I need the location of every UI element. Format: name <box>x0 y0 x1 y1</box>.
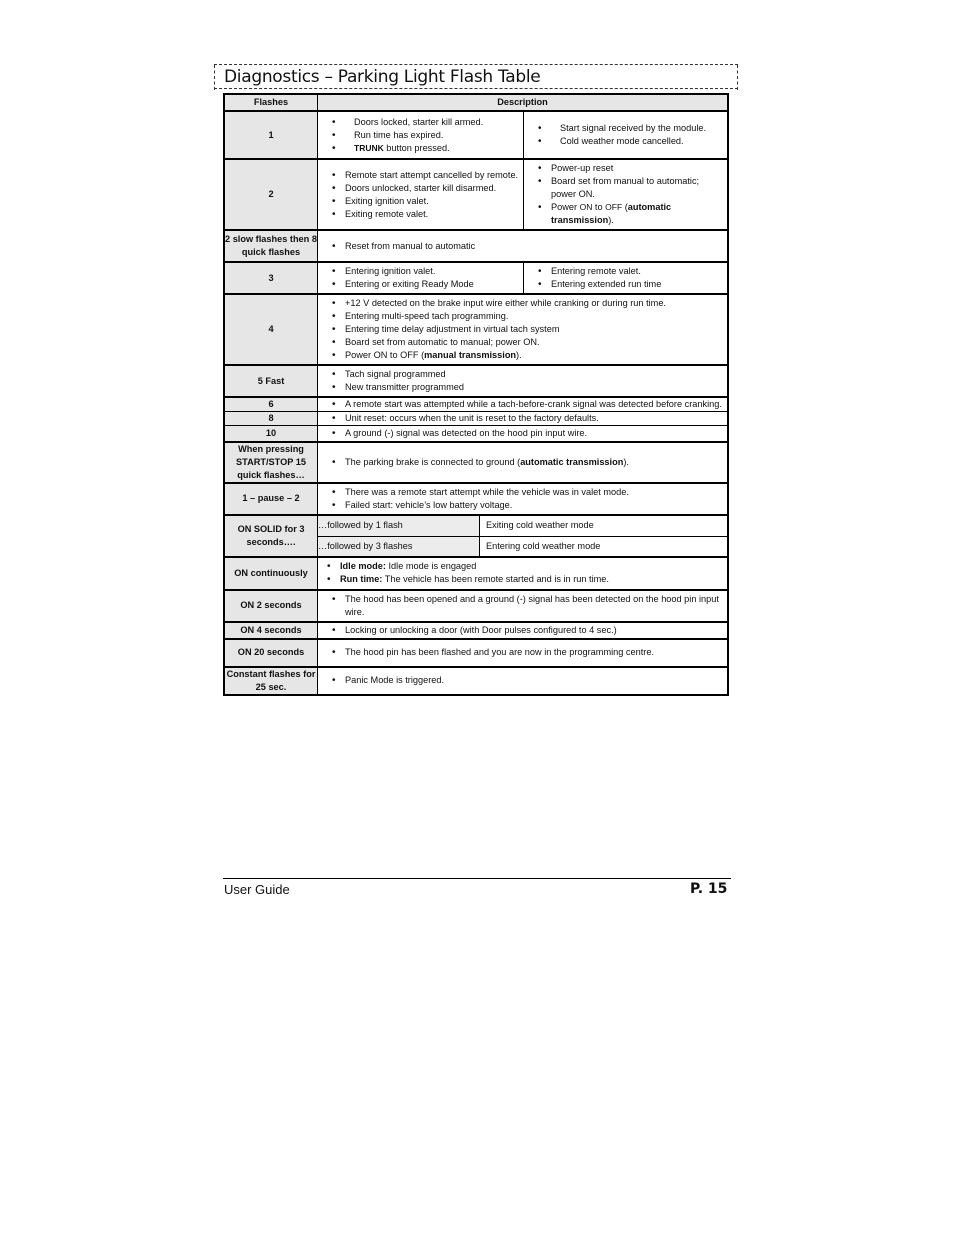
description-list <box>318 398 727 411</box>
list-item: • Exiting ignition valet. <box>345 195 519 208</box>
list-item: • Doors unlocked, starter kill disarmed. <box>345 182 519 195</box>
table-row <box>224 397 728 412</box>
table-row <box>224 365 728 397</box>
table-row <box>224 557 728 590</box>
flash-count: Constant flashes for 25 sec. <box>224 667 318 695</box>
table-row <box>224 111 728 159</box>
flashes-header: Flashes <box>224 94 318 111</box>
table-header-row <box>224 94 728 111</box>
table-row <box>224 515 728 557</box>
section-title-frame <box>214 64 738 89</box>
table-row <box>224 262 728 294</box>
list-item: • Exiting remote valet. <box>345 208 519 221</box>
sub-condition: …followed by 1 flash <box>318 516 480 537</box>
flash-table <box>223 93 729 696</box>
flash-count: 6 <box>224 397 318 412</box>
table-row <box>224 639 728 667</box>
list-item: • Doors locked, starter kill armed. <box>354 116 519 129</box>
list-item: • Entering or exiting Ready Mode <box>345 278 519 291</box>
description-list <box>318 366 727 396</box>
flash-count: 5 Fast <box>224 365 318 397</box>
table-row <box>224 442 728 483</box>
table-row <box>224 159 728 230</box>
page-number: P. 15 <box>690 881 728 897</box>
list-item: • Board set from manual to automatic; power ON. <box>551 175 723 201</box>
flash-count: ON 2 seconds <box>224 590 318 622</box>
list-item: • Entering ignition valet. <box>345 265 519 278</box>
description-header: Description <box>318 94 729 111</box>
sub-condition: …followed by 3 flashes <box>318 537 480 556</box>
list-item: • Run time: The vehicle has been remote started and is in run time. <box>340 573 723 586</box>
description-list <box>318 295 727 364</box>
list-item: • Unit reset: occurs when the unit is reset to the factory defaults. <box>345 412 723 425</box>
list-item: • Entering multi-speed tach programming. <box>345 310 723 323</box>
list-item: • Panic Mode is triggered. <box>345 674 723 687</box>
list-item: • Remote start attempt cancelled by remote. <box>345 169 519 182</box>
description-list <box>524 160 727 229</box>
list-item: • There was a remote start attempt while the vehicle was in valet mode. <box>345 486 723 499</box>
list-item: • Start signal received by the module. <box>560 122 723 135</box>
list-item: • Power ON to OFF (automatic transmission). <box>551 201 723 227</box>
sub-result: Entering cold weather mode <box>486 540 601 551</box>
flash-count: ON continuously <box>224 557 318 590</box>
description-list <box>318 427 727 440</box>
table-row <box>224 622 728 639</box>
list-item: • The parking brake is connected to ground (automatic transmission). <box>345 456 723 469</box>
sub-table <box>318 516 727 556</box>
flash-count: 3 <box>224 262 318 294</box>
flash-count: ON SOLID for 3 seconds…. <box>224 515 318 557</box>
flash-count: 1 <box>224 111 318 159</box>
sub-row <box>318 537 727 556</box>
table-row <box>224 230 728 262</box>
list-item: • A ground (-) signal was detected on the hood pin input wire. <box>345 427 723 440</box>
description-list <box>318 644 727 661</box>
list-item: • Locking or unlocking a door (with Door pulses configured to 4 sec.) <box>345 624 723 637</box>
description-list <box>524 120 727 150</box>
flash-count: ON 20 seconds <box>224 639 318 667</box>
description-list <box>318 238 727 255</box>
description-list <box>318 454 727 471</box>
description-list <box>318 114 523 157</box>
table-row <box>224 412 728 426</box>
description-list <box>318 591 727 621</box>
flash-count: 2 <box>224 159 318 230</box>
list-item: • A remote start was attempted while a tach-before-crank signal was detected before cranking. <box>345 398 723 411</box>
list-item: • Failed start: vehicle’s low battery voltage. <box>345 499 723 512</box>
list-item: • Power ON to OFF (manual transmission). <box>345 349 723 362</box>
list-item: • Cold weather mode cancelled. <box>560 135 723 148</box>
table-row <box>224 294 728 365</box>
description-list <box>318 624 727 637</box>
flash-count: 1 – pause – 2 <box>224 483 318 515</box>
table-row <box>224 667 728 695</box>
sub-result: Exiting cold weather mode <box>480 516 728 537</box>
flash-count: 2 slow flashes then 8 quick flashes <box>224 230 318 262</box>
description-list <box>524 263 727 293</box>
flash-count: 10 <box>224 426 318 442</box>
flash-count: When pressing START/STOP 15 quick flashes… <box>224 442 318 483</box>
table-row <box>224 426 728 442</box>
list-item: • New transmitter programmed <box>345 381 723 394</box>
list-item: • Run time has expired. <box>354 129 519 142</box>
description-list <box>318 484 727 514</box>
list-item: • Entering time delay adjustment in virtual tach system <box>345 323 723 336</box>
table-row <box>224 483 728 515</box>
sub-row <box>318 516 727 537</box>
list-item: • Entering extended run time <box>551 278 723 291</box>
description-list <box>318 263 523 293</box>
list-item: • Idle mode: Idle mode is engaged <box>340 560 723 573</box>
list-item: • +12 V detected on the brake input wire either while cranking or during run time. <box>345 297 723 310</box>
list-item: • Entering remote valet. <box>551 265 723 278</box>
footer-title: User Guide <box>224 882 290 897</box>
list-item: • The hood has been opened and a ground (-) signal has been detected on the hood pin input wire. <box>345 593 723 619</box>
list-item: • Reset from manual to automatic <box>345 240 723 253</box>
description-list <box>318 558 727 588</box>
flash-count: ON 4 seconds <box>224 622 318 639</box>
page-title: Diagnostics – Parking Light Flash Table <box>224 67 541 87</box>
list-item: • Power-up reset <box>551 162 723 175</box>
description-list <box>318 672 727 689</box>
list-item: • Tach signal programmed <box>345 368 723 381</box>
flash-count: 4 <box>224 294 318 365</box>
flash-count: 8 <box>224 412 318 426</box>
list-item: • The hood pin has been flashed and you are now in the programming centre. <box>345 646 723 659</box>
list-item: • TRUNK button pressed. <box>354 142 519 155</box>
description-list <box>318 412 727 425</box>
footer-divider <box>223 878 731 879</box>
description-list <box>318 167 523 223</box>
list-item: • Board set from automatic to manual; power ON. <box>345 336 723 349</box>
table-row <box>224 590 728 622</box>
